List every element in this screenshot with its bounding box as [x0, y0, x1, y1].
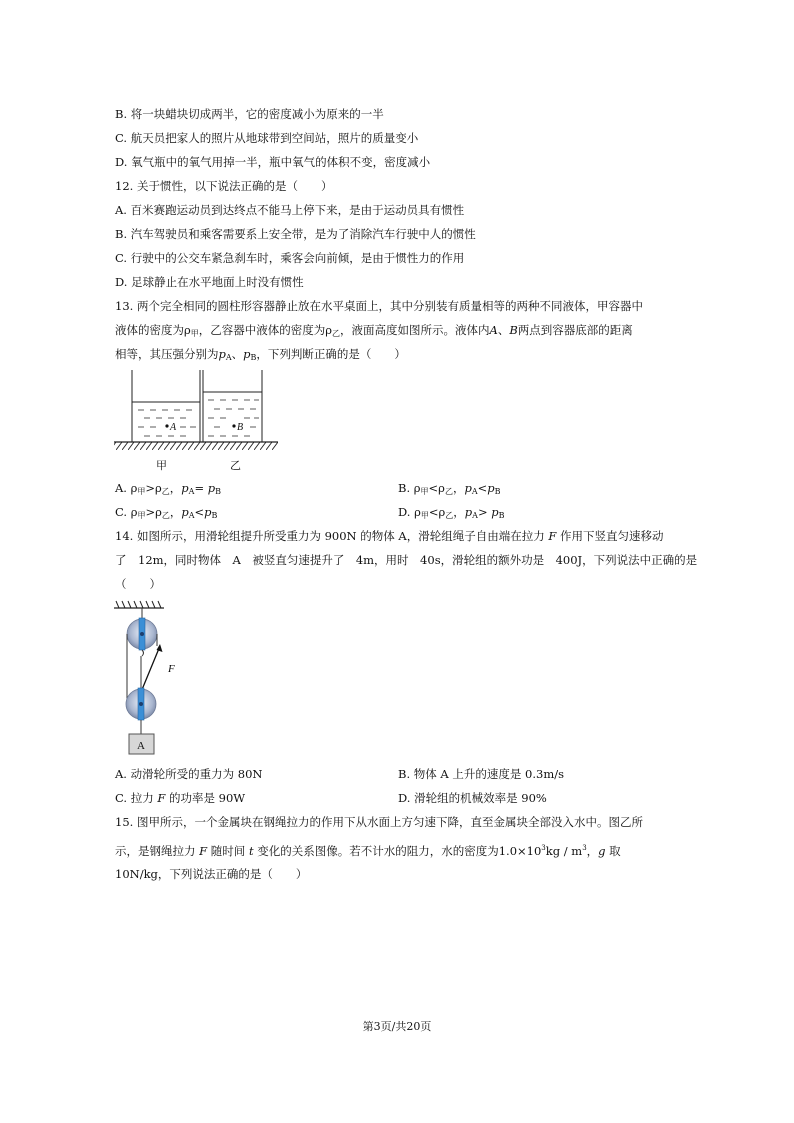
option-text: <: [194, 505, 205, 519]
option-text: ，: [169, 481, 182, 495]
subscript: 甲: [420, 511, 429, 520]
pressure-symbol: p: [464, 481, 472, 495]
option-text: D. ρ: [398, 505, 421, 519]
force-symbol: F: [199, 844, 208, 858]
q13-stem-line3: [115, 346, 406, 366]
option-text: >: [477, 505, 492, 519]
q15-text: 取: [605, 844, 621, 858]
option-text: >ρ: [145, 481, 162, 495]
fig-block-label: A: [137, 740, 145, 752]
fig-label-a: A: [170, 422, 177, 433]
subscript: 甲: [190, 329, 199, 338]
point-label: A: [489, 323, 498, 337]
q14-option-d: D. 滑轮组的机械效率是 90%: [398, 791, 547, 805]
q13-text: 、: [497, 323, 510, 337]
q12-option-a: A. 百米赛跑运动员到达终点不能马上停下来，是由于运动员具有惯性: [115, 203, 465, 217]
q13-text: 液体的密度为ρ: [115, 323, 191, 337]
q11-option-b: B. 将一块蜡块切成两半，它的密度减小为原来的一半: [115, 107, 384, 121]
q14-text: 14. 如图所示，用滑轮组提升所受重力为 900N 的物体 A，滑轮组绳子自由端在拉力: [115, 529, 549, 543]
superscript: 3: [541, 844, 546, 852]
subscript: A: [472, 511, 478, 520]
option-text: 的功率是 90W: [165, 791, 246, 805]
subscript: A: [225, 353, 232, 362]
q13-text: ，乙容器中液体的密度为ρ: [198, 323, 333, 337]
subscript: 乙: [161, 487, 170, 496]
superscript: 3: [582, 844, 587, 852]
q13-text: ，下列判断正确的是（ ）: [256, 347, 406, 361]
fig-caption-jia: 甲: [156, 460, 167, 472]
option-text: C. ρ: [115, 505, 138, 519]
subscript: B: [215, 487, 222, 496]
q14-stem-line2: 了 12m，同时物体 A 被竖直匀速提升了 4m，用时 40s，滑轮组的额外功是 400J，下列说法中正确的是: [115, 553, 698, 567]
pressure-symbol: p: [491, 505, 499, 519]
q15-stem-line1: 15. 图甲所示，一个金属块在钢绳拉力的作用下从水面上方匀速下降，直至金属块全部没入水中。图乙所: [115, 815, 643, 829]
force-symbol: F: [548, 529, 557, 543]
q14-pulley-figure: [110, 600, 190, 760]
q13-option-a: [115, 480, 221, 500]
option-text: ，: [452, 481, 465, 495]
subscript: 乙: [445, 511, 454, 520]
point-label: B: [509, 323, 518, 337]
q14-stem-line1: [115, 528, 664, 544]
pressure-symbol: p: [218, 347, 226, 361]
fig-caption-yi: 乙: [230, 460, 241, 472]
pressure-symbol: p: [464, 505, 473, 519]
q15-text: 随时间: [207, 844, 249, 858]
subscript: 乙: [332, 329, 341, 338]
subscript: 乙: [161, 511, 170, 520]
q13-containers-figure: [110, 370, 280, 474]
q15-text: ，: [586, 844, 599, 858]
option-text: B. ρ: [398, 481, 421, 495]
q13-text: 、: [231, 347, 244, 361]
q13-text: 两点到容器底部的距离: [517, 323, 633, 337]
subscript: B: [498, 511, 505, 520]
q13-stem-line1: 13. 两个完全相同的圆柱形容器静止放在水平桌面上，其中分别装有质量相等的两种不同液体，甲容器中: [115, 299, 643, 313]
subscript: B: [494, 487, 501, 496]
q15-stem-line2: [115, 840, 621, 859]
option-text: =: [194, 481, 208, 495]
subscript: 甲: [137, 511, 146, 520]
option-text: ，: [453, 505, 465, 519]
subscript: A: [471, 487, 478, 496]
subscript: 乙: [444, 487, 453, 496]
container-jia: [132, 370, 200, 442]
option-text: <ρ: [428, 481, 445, 495]
q14-option-b: B. 物体 A 上升的速度是 0.3m/s: [398, 767, 565, 781]
option-text: >ρ: [145, 505, 162, 519]
subscript: A: [188, 487, 195, 496]
gravity-symbol: g: [598, 844, 606, 858]
q13-text: 相等，其压强分别为: [115, 347, 219, 361]
fig-force-label: F: [168, 663, 175, 675]
option-text: C. 拉力: [115, 791, 158, 805]
option-text: A. ρ: [115, 481, 138, 495]
pressure-symbol: p: [243, 347, 251, 361]
subscript: 甲: [420, 487, 429, 496]
q15-text: 示，是钢绳拉力: [115, 844, 200, 858]
subscript: B: [211, 511, 218, 520]
q12-option-c: C. 行驶中的公交车紧急刹车时，乘客会向前倾，是由于惯性力的作用: [115, 251, 465, 265]
option-text: <ρ: [428, 505, 446, 519]
q13-text: ，液面高度如图所示。液体内: [340, 323, 490, 337]
q13-option-c: [115, 504, 217, 524]
density-unit: kg / m: [545, 844, 583, 858]
q15-text: 变化的关系图像。若不计水的阻力，水的密度为: [253, 844, 499, 858]
subscript: A: [188, 511, 195, 520]
density-value: 1.0×10: [498, 844, 542, 858]
q12-option-d: D. 足球静止在水平地面上时没有惯性: [115, 275, 304, 289]
q11-option-d: D. 氧气瓶中的氧气用掉一半，瓶中氧气的体积不变，密度减小: [115, 155, 431, 169]
container-yi: [203, 370, 262, 442]
q14-stem-line3: （ ）: [115, 577, 161, 591]
q12-option-b: B. 汽车驾驶员和乘客需要系上安全带，是为了消除汽车行驶中人的惯性: [115, 227, 476, 241]
force-symbol: F: [157, 791, 166, 805]
pressure-symbol: p: [487, 481, 495, 495]
q11-option-c: C. 航天员把家人的照片从地球带到空间站，照片的质量变小: [115, 131, 419, 145]
subscript: B: [250, 353, 257, 362]
q13-option-b: [398, 480, 501, 500]
option-text: <: [477, 481, 488, 495]
q14-option-c: [115, 790, 245, 806]
q14-option-a: A. 动滑轮所受的重力为 80N: [115, 767, 263, 781]
page-footer: 第3页/共20页: [362, 1020, 432, 1033]
q15-stem-line3: 10N/kg，下列说法正确的是（ ）: [115, 867, 308, 881]
q13-stem-line2: [115, 322, 633, 342]
pressure-symbol: p: [181, 481, 189, 495]
option-text: ，: [169, 505, 182, 519]
pressure-symbol: p: [204, 505, 212, 519]
q12-stem: 12. 关于惯性，以下说法正确的是（ ）: [115, 179, 333, 193]
pressure-symbol: p: [207, 481, 216, 495]
fig-label-b: B: [237, 422, 244, 433]
time-symbol: t: [248, 844, 254, 858]
pressure-symbol: p: [181, 505, 189, 519]
q13-option-d: [398, 504, 505, 524]
subscript: 甲: [137, 487, 146, 496]
q14-text: 作用下竖直匀速移动: [556, 529, 664, 543]
